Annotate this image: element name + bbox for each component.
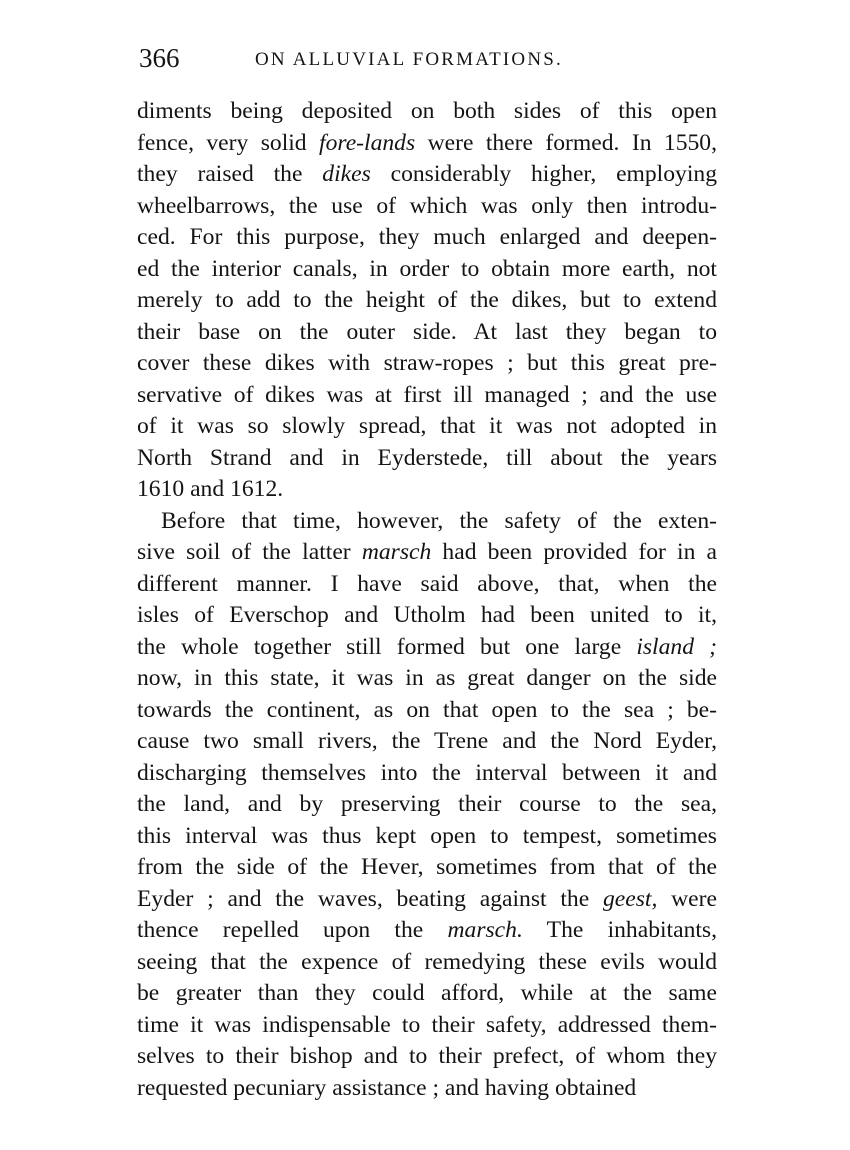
text-line — [137, 191, 717, 223]
text-segment: discharging themselves into the interval between it and — [137, 759, 717, 786]
text-segment: cause two small rivers, the Trene and the Nord Eyder, — [137, 728, 717, 754]
text-segment: their base on the outer side. At last they began to — [137, 318, 717, 345]
text-segment: Before that time, however, the safety of the exten- — [161, 507, 717, 534]
text-line — [137, 663, 717, 695]
text-segment: 1610 and 1612. — [137, 476, 284, 502]
paragraph — [137, 96, 717, 506]
running-title: ON ALLUVIAL FORMATIONS. — [255, 49, 563, 70]
text-line — [137, 380, 717, 412]
text-segment: the whole together still formed but one large — [137, 633, 637, 660]
text-line — [137, 569, 717, 601]
text-line — [137, 159, 717, 191]
text-segment: were there formed. In 1550, — [415, 129, 717, 156]
text-line — [137, 821, 717, 853]
text-line — [137, 632, 717, 664]
text-segment: ed the interior canals, in order to obtain more earth, not — [137, 255, 717, 282]
text-segment: were — [657, 885, 717, 912]
text-line — [137, 1010, 717, 1042]
text-line — [137, 254, 717, 286]
text-line — [137, 222, 717, 254]
text-segment: had been provided for in a — [431, 539, 718, 565]
text-segment: time it was indispensable to their safety, addressed them- — [137, 1011, 717, 1038]
text-segment: this interval was thus kept open to tempest, sometimes — [137, 822, 717, 849]
text-line — [137, 600, 717, 632]
text-segment: cover these dikes with straw-ropes ; but this great pre- — [137, 350, 717, 376]
text-segment: sive soil of the latter — [137, 539, 362, 565]
text-segment: ced. For this purpose, they much enlarged and deepen- — [137, 224, 717, 250]
text-segment: from the side of the Hever, sometimes from that of the — [137, 854, 717, 880]
text-segment: the land, and by preserving their course to the sea, — [137, 791, 717, 817]
text-line — [137, 1041, 717, 1073]
text-line — [137, 96, 717, 128]
text-line — [137, 348, 717, 380]
text-line — [137, 726, 717, 758]
text-line — [137, 978, 717, 1010]
text-line — [137, 506, 717, 538]
text-segment: selves to their bishop and to their prefect, of whom they — [137, 1043, 717, 1069]
text-segment: servative of dikes was at first ill managed ; and the use — [137, 381, 717, 408]
text-segment: Eyder ; and the waves, beating against the — [137, 885, 603, 912]
text-segment: North Strand and in Eyderstede, till about the years — [137, 444, 717, 471]
text-line — [137, 695, 717, 727]
text-segment: requested pecuniary assistance ; and having obtained — [137, 1074, 637, 1101]
text-line — [137, 789, 717, 821]
text-segment: merely to add to the height of the dikes, but to extend — [137, 287, 717, 313]
text-line — [137, 758, 717, 790]
text-line — [137, 411, 717, 443]
text-segment: be greater than they could afford, while at the same — [137, 980, 717, 1006]
italic-text: marsch — [361, 539, 432, 565]
italic-text: geest, — [602, 885, 658, 912]
text-segment: wheelbarrows, the use of which was only then introdu- — [137, 192, 717, 219]
text-line — [137, 537, 717, 569]
text-line — [137, 852, 717, 884]
text-line — [137, 947, 717, 979]
italic-text: dikes — [322, 161, 371, 187]
text-segment: towards the continent, as on that open to the sea ; be- — [137, 696, 717, 723]
text-line — [137, 443, 717, 475]
italic-text: island ; — [636, 633, 717, 660]
text-line — [137, 884, 717, 916]
text-segment: fence, very solid — [137, 129, 320, 156]
text-segment: The inhabitants, — [522, 917, 718, 943]
paragraph — [137, 506, 717, 1105]
text-line — [137, 128, 717, 160]
text-line — [137, 317, 717, 349]
italic-text: marsch. — [447, 917, 523, 943]
text-segment: diments being deposited on both sides of this open — [137, 98, 717, 124]
text-line — [137, 1073, 717, 1105]
text-line — [137, 285, 717, 317]
italic-text: fore-lands — [319, 129, 416, 156]
text-segment: they raised the — [137, 161, 323, 187]
text-segment: isles of Everschop and Utholm had been united to it, — [137, 602, 717, 628]
text-line — [137, 474, 717, 506]
text-segment: now, in this state, it was in as great danger on the side — [137, 665, 717, 691]
page-number: 366 — [139, 43, 180, 73]
body-text — [137, 96, 717, 1104]
text-segment: seeing that the expence of remedying these evils would — [137, 948, 717, 975]
text-segment: thence repelled upon the — [137, 917, 448, 943]
text-segment: considerably higher, employing — [370, 161, 717, 187]
text-line — [137, 915, 717, 947]
text-segment: different manner. I have said above, that, when the — [137, 570, 717, 597]
running-head — [139, 38, 719, 78]
text-segment: of it was so slowly spread, that it was not adopted in — [137, 413, 717, 439]
